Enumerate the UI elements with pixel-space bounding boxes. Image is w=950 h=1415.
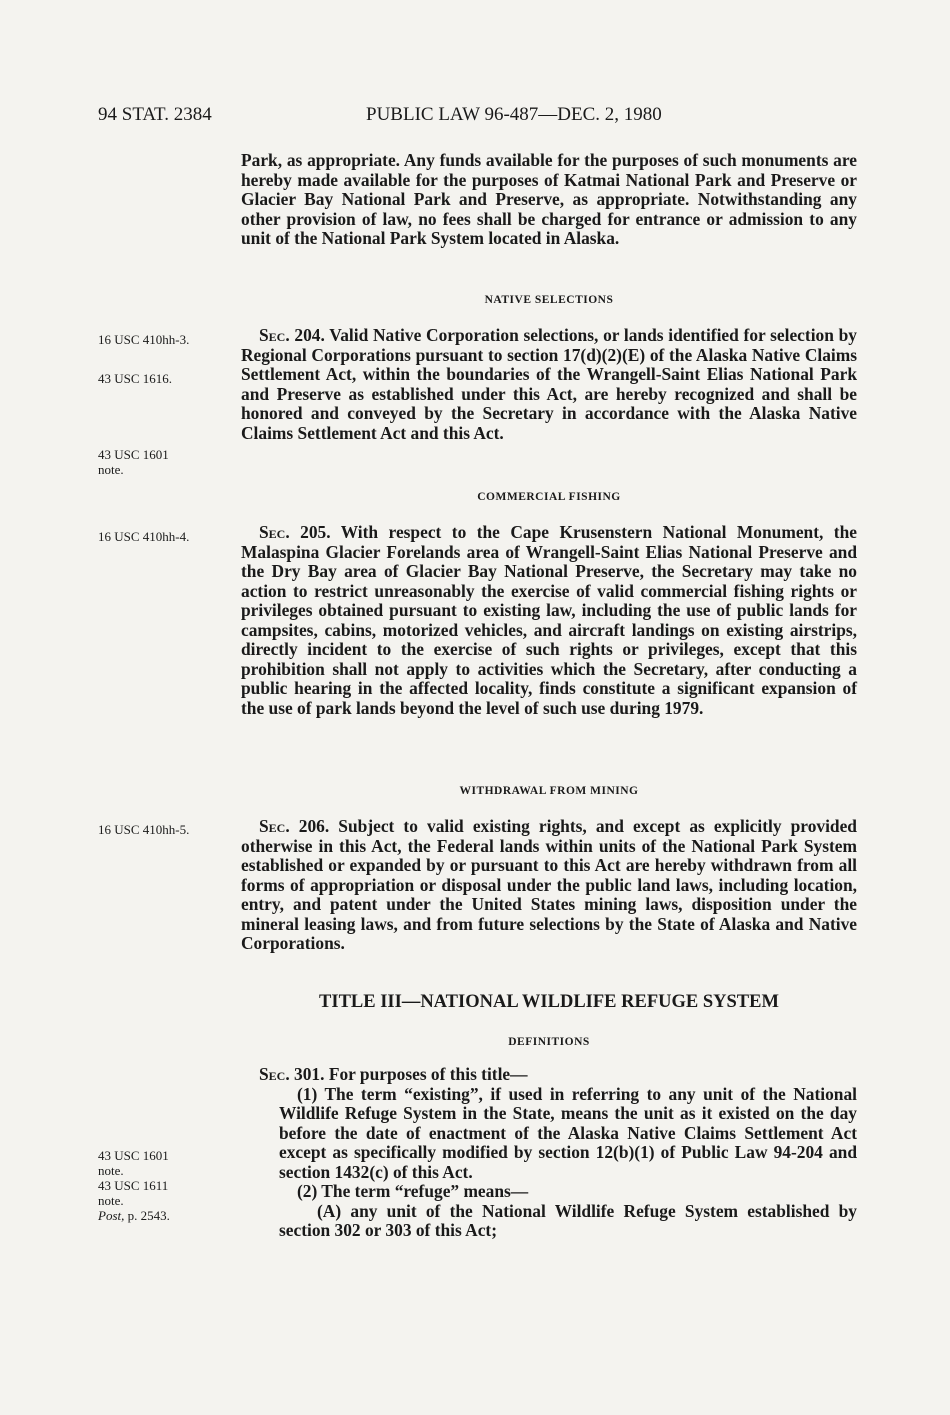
section-301-text: For purposes of this title— [324,1064,528,1084]
margin-note-16usc410hh5: 16 USC 410hh-5. [98,822,190,837]
section-301-label: Sec. 301. [259,1064,325,1084]
section-204 [241,326,857,443]
margin-note-page: p. 2543. [124,1208,170,1223]
running-title: PUBLIC LAW 96-487—DEC. 2, 1980 [366,104,662,125]
section-204-label: Sec. 204. [259,325,325,345]
margin-note-post-ref [98,1208,228,1223]
margin-note-16usc410hh4: 16 USC 410hh-4. [98,529,190,544]
section-206 [241,817,857,954]
margin-note-43usc1616: 43 USC 1616. [98,371,173,386]
definition-2: (2) The term “refuge” means— [297,1181,529,1201]
section-301 [241,1065,857,1241]
title-iii-heading: TITLE III—NATIONAL WILDLIFE REFUGE SYSTEM [319,992,779,1012]
section-205 [241,523,857,718]
section-206-text: Subject to valid existing rights, and except as explicitly provided otherwise in this Act, the Federal lands within units of the National Park System established or expanded by or pursuant to this Act are hereby withdrawn from all forms of appropriation or disposal under the public land laws, including location, entry, and patent under the United States mining laws, disposition under the mineral leasing laws, and from future selections by the State of Alaska and Native Corporations. [241,816,857,953]
page-header [98,104,858,130]
heading-commercial-fishing: COMMERCIAL FISHING [477,491,621,503]
margin-note-line: 43 USC 1611 [98,1178,169,1193]
margin-note-line: note. [98,462,124,477]
heading-native-selections: NATIVE SELECTIONS [484,294,614,306]
margin-note-line: note. [98,1193,124,1208]
section-205-label: Sec. 205. [259,522,331,542]
heading-definitions: DEFINITIONS [508,1036,590,1048]
section-205-text: With respect to the Cape Krusenstern National Monument, the Malaspina Glacier Forelands area of Wrangell-Saint Elias National Preserve and the Dry Bay area of Glacier Bay National Preserve, the Secretary may take no action to restrict unreasonably the exercise of valid commercial fishing rights or privileges obtained pursuant to existing law, including the use of public lands for campsites, cabins, motorized vehicles, and aircraft landings on existing airstrips, directly incident to the exercise of such rights or privileges, except that this prohibition shall not apply to activities which the Secretary, after conducting a public hearing in the affected locality, finds constitute a significant expansion of the use of park lands beyond the level of such use during 1979. [241,522,857,718]
margin-note-group-301 [98,1148,228,1223]
section-206-label: Sec. 206. [259,816,330,836]
margin-note-line: 43 USC 1601 [98,447,169,462]
section-204-text: Valid Native Corporation selections, or lands identified for selection by Regional Corporations pursuant to section 17(d)(2)(E) of the Alaska Native Claims Settlement Act, within the boundaries of the Wrangell-Saint Elias National Park and Preserve as established under this Act, are hereby recognized and shall be honored and conveyed by the Secretary in accordance with the Alaska Native Claims Settlement Act and this Act. [241,325,857,443]
margin-note-line: 43 USC 1601 [98,1148,169,1163]
margin-note-post: Post, [98,1208,125,1223]
margin-note-line: note. [98,1163,124,1178]
intro-paragraph [241,151,857,249]
page-reference: 94 STAT. 2384 [98,104,212,125]
definition-2a: (A) any unit of the National Wildlife Refuge System established by section 302 or 303 of this Act; [279,1200,857,1240]
intro-text: Park, as appropriate. Any funds available for the purposes of such monuments are hereby made available for the purposes of Katmai National Park and Preserve or Glacier Bay National Park and Preserve, as appropriate. Notwithstanding any other provision of law, no fees shall be charged for entrance or admission to any unit of the National Park System located in Alaska. [241,150,857,248]
margin-note-16usc410hh3: 16 USC 410hh-3. [98,332,190,347]
margin-note-43usc1601 [98,447,228,477]
definition-1: (1) The term “existing”, if used in referring to any unit of the National Wildlife Refuge System in the State, means the unit as it existed on the day before the date of enactment of the Alaska Native Claims Settlement Act except as specifically modified by section 12(b)(1) of Public Law 94-204 and section 1432(c) of this Act. [279,1083,857,1182]
heading-withdrawal-from-mining: WITHDRAWAL FROM MINING [459,785,639,797]
